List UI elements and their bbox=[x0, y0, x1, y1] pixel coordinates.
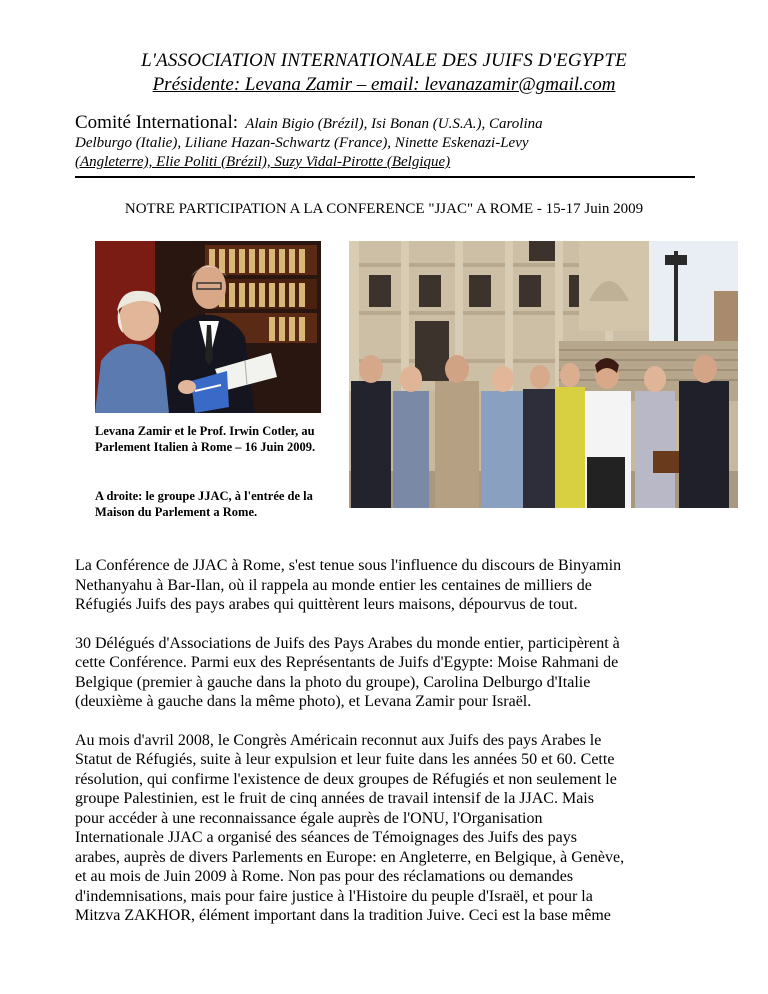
committee-label: Comité International: bbox=[75, 112, 239, 133]
header-divider bbox=[75, 176, 695, 178]
text-line: groupe Palestinien, est le fruit de cinq années de travail intensif de la JJAC. Mais bbox=[75, 790, 594, 807]
article-body bbox=[75, 556, 715, 945]
text-line: Réfugiés Juifs des pays arabes qui quittèrent leurs maisons, dépourvus de tout. bbox=[75, 596, 578, 613]
photo-jjac-group-parliament bbox=[349, 241, 738, 508]
text-line: La Conférence de JJAC à Rome, s'est tenue sous l'influence du discours de Binyamin bbox=[75, 557, 622, 574]
text-line: arabes, auprès de divers Parlements en Europe: en Angleterre, en Belgique, à Genève, bbox=[75, 848, 625, 866]
text-line: 30 Délégués d'Associations de Juifs des Pays Arabes du monde entier, participèrent à bbox=[75, 634, 620, 652]
text-line: Nethanyahu à Bar-Ilan, où il rappela au monde entier les centaines de milliers de bbox=[75, 576, 592, 594]
caption-right-photo: A droite: le groupe JJAC, à l'entrée de la Maison du Parlement a Rome. bbox=[95, 489, 313, 519]
photo-levana-zamir-irwin-cotler bbox=[95, 241, 321, 413]
text-line: (deuxième à gauche dans la même photo), et Levana Zamir pour Israël. bbox=[75, 693, 532, 710]
committee-line-2: Delburgo (Italie), Liliane Hazan-Schwartz (France), Ninette Eskenazi-Levy bbox=[75, 135, 529, 151]
paragraph-1 bbox=[75, 556, 715, 615]
committee-block bbox=[75, 113, 695, 172]
text-line: Statut de Réfugiés, suite à leur expulsion et leur fuite dans les années 50 et 60. Cette bbox=[75, 751, 615, 768]
text-line: Belgique (premier à gauche dans la photo du groupe), Carolina Delburgo d'Italie bbox=[75, 673, 591, 691]
text-line: d'indemnisations, mais pour faire justice à l'Histoire du peuple d'Israël, et pour la bbox=[75, 887, 593, 905]
caption-left-photo: Levana Zamir et le Prof. Irwin Cotler, au Parlement Italien à Rome – 16 Juin 2009. bbox=[95, 424, 316, 454]
text-line: cette Conférence. Parmi eux des Représentants de Juifs d'Egypte: Moise Rahmani de bbox=[75, 654, 619, 671]
text-line: Au mois d'avril 2008, le Congrès Américain reconnut aux Juifs des pays Arabes le bbox=[75, 731, 602, 749]
text-line: résolution, qui confirme l'existence de deux groupes de Réfugiés et non seulement le bbox=[75, 770, 617, 788]
paragraph-2 bbox=[75, 634, 715, 712]
association-title: L'ASSOCIATION INTERNATIONALE DES JUIFS D'EGYPTE bbox=[141, 50, 627, 71]
conference-title: NOTRE PARTICIPATION A LA CONFERENCE "JJAC" A ROME - 15-17 Juin 2009 bbox=[124, 201, 644, 217]
text-line: Mitzva ZAKHOR, élément important dans la tradition Juive. Ceci est la base même bbox=[75, 907, 611, 924]
text-line: Internationale JJAC a organisé des séances de Témoignages des Juifs des pays bbox=[75, 829, 577, 846]
president-text: Présidente: Levana Zamir – email: levanazamir@gmail.com bbox=[152, 74, 616, 95]
paragraph-3 bbox=[75, 731, 715, 926]
president-line bbox=[0, 74, 768, 96]
text-line: pour accéder à une reconnaissance égale auprès de l'ONU, l'Organisation bbox=[75, 809, 543, 827]
committee-members-1: Alain Bigio (Brézil), Isi Bonan (U.S.A.), Carolina bbox=[245, 116, 543, 132]
committee-line-3: (Angleterre), Elie Politi (Brézil), Suzy Vidal-Pirotte (Belgique) bbox=[75, 154, 451, 170]
committee-line-1 bbox=[75, 113, 695, 134]
text-line: et au mois de Juin 2009 à Rome. Non pas pour des réclamations ou demandes bbox=[75, 868, 574, 885]
